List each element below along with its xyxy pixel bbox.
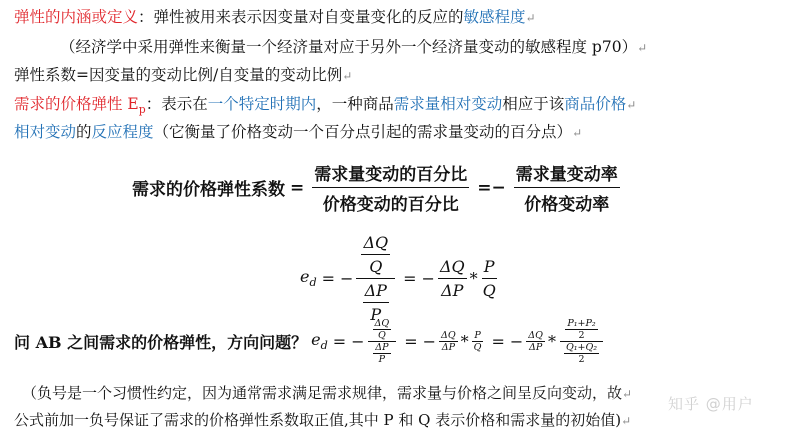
definition-line (14, 6, 536, 29)
fraction-numerator (356, 233, 395, 279)
fraction-numerator (368, 318, 397, 342)
minus-sign: − (351, 332, 365, 351)
p-over-q (472, 330, 484, 353)
return-mark-icon: ↵ (622, 387, 633, 401)
p-average (565, 318, 597, 341)
sign-note-line-1 (22, 382, 632, 405)
arc-question: 问 AB 之间需求的价格弹性，方向问题？ (14, 333, 308, 352)
compound-fraction (368, 318, 397, 365)
quantity-change-term: 需求量相对变动 (393, 95, 503, 113)
equals-sign: = (332, 332, 347, 351)
fraction-numerator: ΔQ (361, 233, 390, 255)
midpoint-fraction-small (556, 318, 607, 365)
price-term: 商品价格 (564, 95, 627, 113)
equals-sign: = (321, 269, 336, 288)
response-connector: 的 (76, 123, 92, 141)
elasticity-coefficient-formula (132, 160, 623, 215)
dp-over-p (373, 342, 390, 365)
return-mark-icon: ↵ (572, 126, 583, 140)
p-over-q-small (469, 330, 487, 353)
fraction-numerator: ΔQ (374, 318, 390, 329)
ed-symbol: $e_d$ (311, 330, 328, 353)
dq-over-q (361, 233, 390, 276)
return-mark-icon: ↵ (525, 11, 536, 25)
fraction-denominator: Q (473, 342, 482, 353)
fraction-denominator: Q (482, 281, 496, 300)
fraction-denominator: Q (377, 330, 386, 341)
fraction-numerator: ΔQ (441, 330, 456, 341)
price-elasticity-text-1: ：表示在 (145, 95, 208, 113)
fraction-numerator: ΔP (375, 342, 389, 353)
fraction-denominator: P (370, 305, 382, 324)
watermark: 知乎 @用户 (668, 395, 754, 413)
q-average (564, 342, 599, 365)
fraction-numerator: 需求量变动率 (514, 160, 620, 188)
return-mark-icon: ↵ (342, 69, 353, 83)
fraction-denominator: 价格变动率 (524, 195, 610, 215)
price-elasticity-line (14, 93, 636, 121)
fraction-numerator: 需求量变动的百分比 (312, 160, 469, 188)
equals-sign: = (404, 332, 418, 351)
minus-sign: − (509, 332, 524, 351)
return-mark-icon: ↵ (626, 98, 637, 112)
fraction-denominator: 2 (578, 354, 585, 365)
return-mark-icon: ↵ (637, 41, 648, 55)
fraction-numerator: P (482, 257, 497, 279)
price-elasticity-subscript: p (138, 103, 146, 117)
response-degree-term: 反应程度 (91, 123, 154, 141)
times-sign: * (547, 332, 556, 351)
rate-fraction (514, 160, 620, 215)
fraction-denominator: ΔP (528, 342, 543, 353)
equals-sign: = (491, 332, 505, 351)
minus-sign: − (340, 269, 354, 288)
times-sign: * (469, 269, 478, 288)
definition-term: 弹性的内涵或定义 (14, 8, 139, 26)
relative-change-term: 相对变动 (14, 123, 77, 141)
midpoint-fraction (559, 318, 604, 365)
price-elasticity-label: 需求的价格弹性 E (14, 95, 139, 113)
sign-note-2: 公式前加一负号保证了需求的价格弹性系数取正值,其中 P 和 Q 表示价格和需求量的初始值) (14, 411, 622, 429)
fraction-numerator: Q₁+Q₂ (565, 342, 598, 353)
economics-note-line (60, 36, 647, 59)
percentage-fraction (312, 160, 469, 215)
fraction-numerator: ΔQ (438, 257, 467, 279)
economics-note: （经济学中采用弹性来衡量一个经济量对应于另外一个经济量变动的敏感程度 p70） (60, 38, 638, 56)
fraction-denominator: P (378, 354, 386, 365)
sign-note-line-2 (14, 409, 631, 432)
fraction-numerator: P (474, 330, 481, 341)
arc-elasticity-formula (14, 318, 607, 365)
fraction-denominator: 价格变动的百分比 (322, 195, 459, 215)
coefficient-definition: 弹性系数=因变量的变动比例/自变量的变动比例 (14, 66, 343, 84)
dq-over-dp (526, 330, 545, 353)
response-line (14, 121, 582, 144)
fraction-numerator (560, 318, 602, 342)
dq-over-dp (439, 330, 458, 353)
minus-sign: − (421, 269, 435, 288)
price-elasticity-text-3: 相应于该 (502, 95, 565, 113)
sensitivity-term: 敏感程度 (463, 8, 526, 26)
dq-over-dp (438, 257, 467, 300)
dq-over-dp-small (523, 330, 548, 353)
compound-fraction (356, 233, 395, 324)
definition-text: ：弹性被用来表示因变量对自变量变化的反应的 (138, 8, 464, 26)
response-note: （它衡量了价格变动一个百分点引起的需求量变动的百分点） (153, 123, 573, 141)
specific-period-term: 一个特定时期内 (207, 95, 317, 113)
return-mark-icon: ↵ (621, 414, 632, 428)
price-elasticity-text-2: ，一种商品 (316, 95, 394, 113)
fraction-denominator: Q (369, 257, 383, 276)
fraction-denominator: 2 (578, 330, 585, 341)
equals-sign: = (290, 177, 305, 198)
fraction-denominator: ΔP (441, 281, 464, 300)
price-elasticity-term (14, 95, 146, 117)
fraction-numerator: P₁+P₂ (567, 318, 596, 329)
compound-fraction-small (365, 318, 400, 365)
formula-label: 需求的价格弹性系数 (132, 180, 285, 200)
fraction-numerator: ΔP (363, 281, 389, 303)
fraction-denominator (368, 342, 395, 365)
equals-minus: =− (477, 177, 506, 198)
minus-sign: − (422, 332, 437, 351)
dq-over-dp-small (436, 330, 461, 353)
fraction-denominator (559, 342, 604, 365)
dq-over-q (373, 318, 392, 341)
times-sign: * (460, 332, 469, 351)
p-over-q (481, 257, 498, 300)
fraction-denominator: ΔP (441, 342, 455, 353)
equals-sign: = (403, 269, 417, 288)
coefficient-line (14, 64, 352, 87)
fraction-numerator: ΔQ (528, 330, 543, 341)
point-elasticity-formula (300, 233, 501, 324)
ed-symbol: $e_d$ (300, 267, 317, 290)
sign-note-1: （负号是一个习惯性约定，因为通常需求满足需求规律，需求量与价格之间呈反向变动，故 (22, 384, 623, 402)
